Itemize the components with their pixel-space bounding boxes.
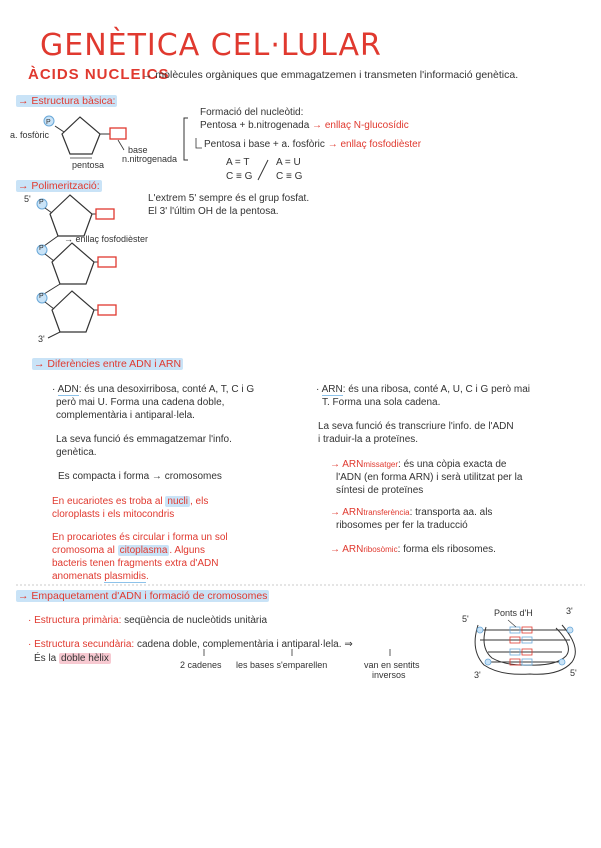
formacio-line1: Pentosa + b.nitrogenada → enllaç N-glucosídic xyxy=(200,120,409,131)
label-pentosa: pentosa xyxy=(72,160,105,170)
polymer-ring1 xyxy=(50,195,92,236)
helix-5-top: 5' xyxy=(462,614,469,624)
estructura-heading-text: → Estructura bàsica: xyxy=(18,95,116,107)
label-base-type: n.nitrogenada xyxy=(122,154,178,164)
secundaria-row: · Estructura secundària: cadena doble, complementària i antiparal·lela. ⇒ xyxy=(28,639,353,650)
adn-funcio2: genètica. xyxy=(56,447,97,458)
arn-transferencia2: ribosomes per fer la traducció xyxy=(336,520,468,531)
empaquetament-heading-text: → Empaquetament d'ADN i formació de cromosomes xyxy=(18,590,268,602)
polymer-base1 xyxy=(96,209,114,219)
base-rect xyxy=(110,128,126,139)
fosfat-bond xyxy=(55,126,64,132)
pair-cg: C ≡ G xyxy=(226,171,253,182)
diferencies-heading-text: → Diferències entre ADN i ARN xyxy=(34,358,182,370)
base-pointer xyxy=(118,140,124,150)
adn-procariotes4: anomenats plasmidis. xyxy=(52,571,149,582)
arn-missatger2: l'ADN (en forma ARN) i serà utilitzat per la xyxy=(336,472,523,483)
label-5-prime: 5' xyxy=(24,194,31,204)
adn-eucariotes1: En eucariotes es troba al nucli , els xyxy=(52,496,209,507)
polymer-p-label-3: P xyxy=(39,293,44,300)
arn-missatger3: síntesi de proteïnes xyxy=(336,485,424,496)
arn-line2: T. Forma una sola cadena. xyxy=(322,397,441,408)
formacio-title: Formació del nucleòtid: xyxy=(200,107,304,118)
label-base: base xyxy=(128,145,148,155)
arn-missatger1: → ARNmissatger: és una còpia exacta de xyxy=(330,459,507,470)
pair-au: A = U xyxy=(276,157,301,168)
note-sentits2: inversos xyxy=(372,670,406,680)
polymer-diagram xyxy=(37,195,116,338)
adn-eucariotes2: cloroplasts i els mitocondris xyxy=(52,509,175,520)
adn-procariotes2: cromosoma al citoplasma . Alguns xyxy=(52,545,205,556)
pair-at: A = T xyxy=(226,157,250,168)
arn-ribosomic: → ARNribosòmic: forma els ribosomes. xyxy=(330,544,496,555)
polymer-ring2 xyxy=(52,243,94,284)
polimeritzacio-heading-text: → Polimerització: xyxy=(18,180,100,192)
helix-5-bottom: 5' xyxy=(570,668,577,678)
pair-cg-2: C ≡ G xyxy=(276,171,303,182)
polimeritzacio-heading xyxy=(16,180,102,192)
arn-transferencia1: → ARNtransferència: transporta aa. als xyxy=(330,507,493,518)
adn-line3: complementària i antiparal·lela. xyxy=(56,410,195,421)
primaria-row: · Estructura primària: seqüència de nucleòtids unitària xyxy=(28,615,268,626)
note-sentits1: van en sentits xyxy=(364,660,420,670)
adn-line1: · ADN: és una desoxirribosa, conté A, T, C i G xyxy=(52,384,255,395)
arn-funcio2: i traduir-la a proteïnes. xyxy=(318,434,419,445)
acids-heading: ÀCIDS NUCLEICS xyxy=(28,66,170,83)
adn-procariotes1: En procariotes és circular i forma un sol xyxy=(52,532,228,543)
nucleotide-diagram xyxy=(44,116,126,158)
note-2-cadenes: 2 cadenes xyxy=(180,660,222,670)
note-bases: les bases s'emparellen xyxy=(236,660,328,670)
adn-line2: però mai U. Forma una cadena doble, xyxy=(56,397,225,408)
polimer-text2: El 3' l'últim OH de la pentosa. xyxy=(148,206,279,217)
helix-ponts-label: Ponts d'H xyxy=(494,608,533,618)
polymer-p-label-2: P xyxy=(39,245,44,252)
polymer-ring3 xyxy=(52,291,94,332)
page-title: GENÈTICA CEL·LULAR xyxy=(40,28,382,63)
adn-procariotes3: bacteris tenen fragments extra d'ADN xyxy=(52,558,219,569)
label-enllac-fosfodiester: → enllaç fosfodièster xyxy=(64,234,149,244)
polymer-base3 xyxy=(98,305,116,315)
diferencies-heading xyxy=(32,358,183,370)
helix-3-bottom: 3' xyxy=(474,670,481,680)
polymer-base2 xyxy=(98,257,116,267)
adn-funcio1: La seva funció és emmagatzemar l'info. xyxy=(56,434,232,445)
formacio-line2: Pentosa i base + a. fosfòric → enllaç fosfodièster xyxy=(204,139,422,150)
double-helix-diagram xyxy=(475,620,575,674)
polymer-p-label-1: P xyxy=(39,199,44,206)
formacio-branch xyxy=(196,138,202,148)
fosfat-p-label: P xyxy=(46,119,51,126)
pairs-divider xyxy=(258,160,268,180)
polimer-text1: L'extrem 5' sempre és el grup fosfat. xyxy=(148,193,310,204)
helix-3-top: 3' xyxy=(566,606,573,616)
adn-compacta: Es compacta i forma → cromosomes xyxy=(58,471,222,482)
formacio-brace xyxy=(184,118,188,160)
pentosa-ring xyxy=(62,117,100,154)
empaquetament-heading xyxy=(16,590,269,602)
doble-helix-row: És la doble hèlix xyxy=(34,653,109,664)
acids-description: → molècules orgàniques que emmagatzemen i transmeten l'informació genètica. xyxy=(142,69,519,81)
arn-line1: · ARN: és una ribosa, conté A, U, C i G però mai xyxy=(316,384,530,395)
label-3-prime: 3' xyxy=(38,334,45,344)
label-fosfat: a. fosfòric xyxy=(10,130,50,140)
arn-funcio1: La seva funció és transcriure l'info. de l'ADN xyxy=(318,421,514,432)
